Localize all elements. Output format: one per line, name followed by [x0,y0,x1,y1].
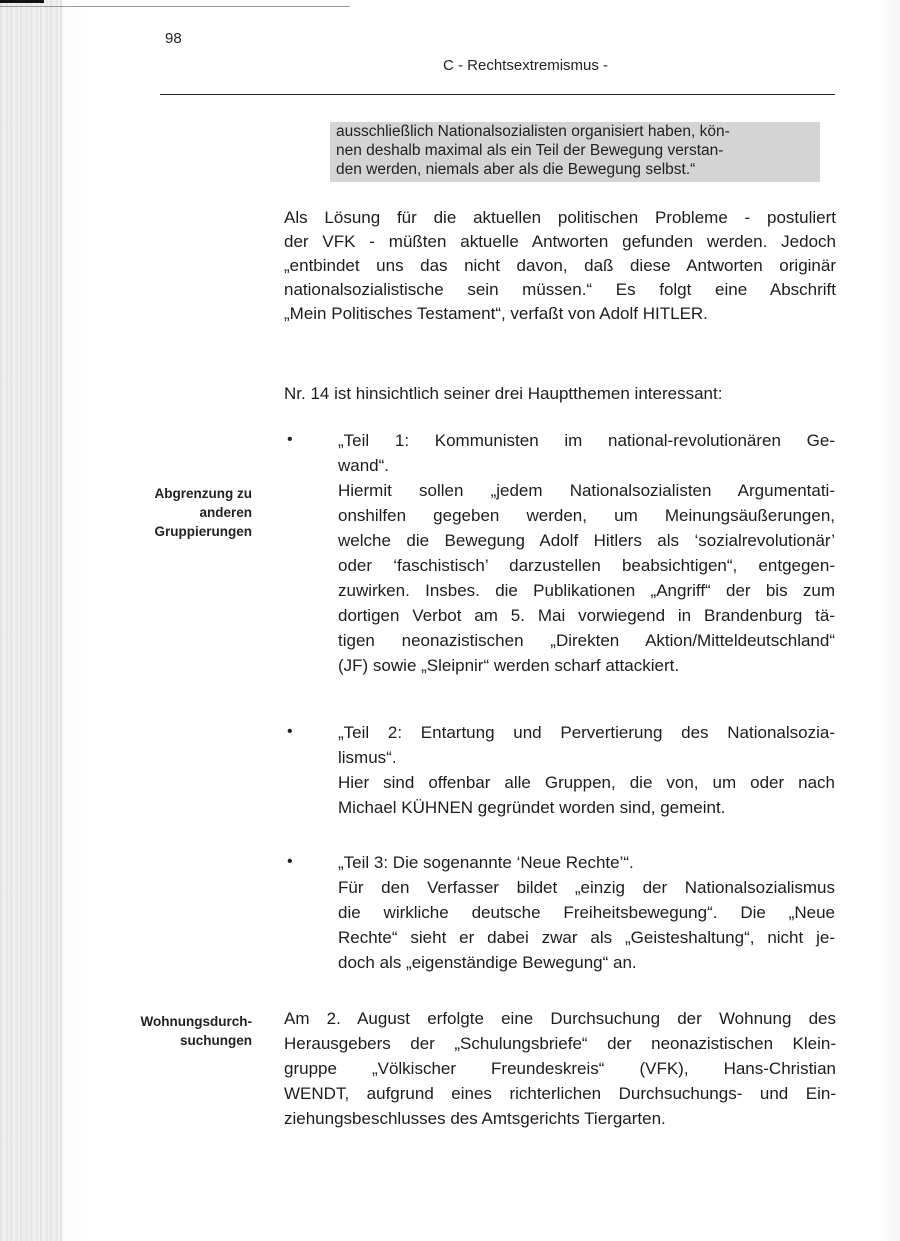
bullet-line: „Teil 2: Entartung und Pervertierung des Nationalsozia- [338,723,835,742]
scan-corner-mark [0,0,44,20]
bullet-marker: • [287,431,293,448]
bullet-line: welche die Bewegung Adolf Hitlers als ‘sozialrevolutionär’ [338,531,835,550]
bullet-line: Michael KÜHNEN gegründet worden sind, gemeint. [338,798,726,817]
bullet-marker: • [287,723,293,740]
paragraph-line: der VFK - müßten aktuelle Antworten gefunden werden. Jedoch [284,232,836,251]
quote-line: ausschließlich Nationalsozialisten organisiert haben, kön- [336,123,730,140]
bullet-item-teil-1 [338,428,835,678]
bullet-line: wand“. [338,456,390,475]
paragraph-line: „Mein Politisches Testament“, verfaßt von Adolf HITLER. [284,304,708,323]
paragraph-line: Herausgebers der „Schulungsbriefe“ der neonazistischen Klein- [284,1034,836,1053]
bullet-marker: • [287,853,293,870]
margin-note-line: anderen [199,505,252,520]
page-number: 98 [165,30,182,47]
margin-note-wohnungsdurchsuchungen [100,1012,252,1050]
bullet-line: doch als „eigenständige Bewegung“ an. [338,953,637,972]
bullet-line: onshilfen gegeben werden, um Meinungsäußerungen, [338,506,835,525]
paragraph-line: ziehungsbeschlusses des Amtsgerichts Tiergarten. [284,1109,666,1128]
paragraph-line: Als Lösung für die aktuellen politischen Probleme - postuliert [284,208,836,227]
bullet-item-teil-2 [338,720,835,820]
paragraph-line: gruppe „Völkischer Freundeskreis“ (VFK), Hans-Christian [284,1059,836,1078]
margin-note-abgrenzung [100,484,252,541]
bullet-line: „Teil 3: Die sogenannte ‘Neue Rechte’“. [338,853,634,872]
bullet-line: Hiermit sollen „jedem Nationalsozialisten Argumentati- [338,481,835,500]
paragraph-line: Am 2. August erfolgte eine Durchsuchung der Wohnung des [284,1009,836,1028]
bullet-line: oder ‘faschistisch’ darzustellen beabsichtigen“, entgegen- [338,556,835,575]
scan-top-rule [0,6,350,7]
margin-note-line: Abgrenzung zu [154,486,252,501]
bullet-line: zuwirken. Insbes. die Publikationen „Angriff“ der bis zum [338,581,835,600]
margin-note-line: Wohnungsdurch- [140,1014,252,1029]
paragraph-line: Nr. 14 ist hinsichtlich seiner drei Hauptthemen interessant: [284,384,723,403]
margin-note-line: suchungen [179,1033,252,1048]
bullet-line: die wirkliche deutsche Freiheitsbewegung“. Die „Neue [338,903,835,922]
margin-note-line: Gruppierungen [154,524,252,539]
paragraph-line: „entbindet uns das nicht davon, daß diese Antworten originär [284,256,836,275]
bullet-line: tigen neonazistischen „Direkten Aktion/Mitteldeutschland“ [338,631,835,650]
paragraph-topics-intro [284,382,836,406]
bullet-line: (JF) sowie „Sleipnir“ werden scharf attackiert. [338,656,680,675]
book-spine-shadow [0,0,62,1241]
bullet-line: Hier sind offenbar alle Gruppen, die von, um oder nach [338,773,835,792]
paragraph-line: WENDT, aufgrund eines richterlichen Durchsuchungs- und Ein- [284,1084,836,1103]
bullet-line: dortigen Verbot am 5. Mai vorwiegend in Brandenburg tä- [338,606,835,625]
highlighted-quote [330,122,820,182]
bullet-line: Rechte“ sieht er dabei zwar als „Geisteshaltung“, nicht je- [338,928,835,947]
bullet-item-teil-3 [338,850,835,975]
paragraph-search [284,1006,836,1131]
paragraph-line: nationalsozialistische sein müssen.“ Es folgt eine Abschrift [284,280,836,299]
bullet-line: Für den Verfasser bildet „einzig der Nationalsozialismus [338,878,835,897]
bullet-line: „Teil 1: Kommunisten im national-revolutionären Ge- [338,431,835,450]
header-rule [160,94,835,95]
quote-line: den werden, niemals aber als die Bewegung selbst.“ [336,161,696,178]
running-head: C - Rechtsextremismus - [443,57,609,74]
bullet-line: lismus“. [338,748,397,767]
quote-line: nen deshalb maximal als ein Teil der Bewegung verstan- [336,142,724,159]
paragraph-solution [284,206,836,326]
